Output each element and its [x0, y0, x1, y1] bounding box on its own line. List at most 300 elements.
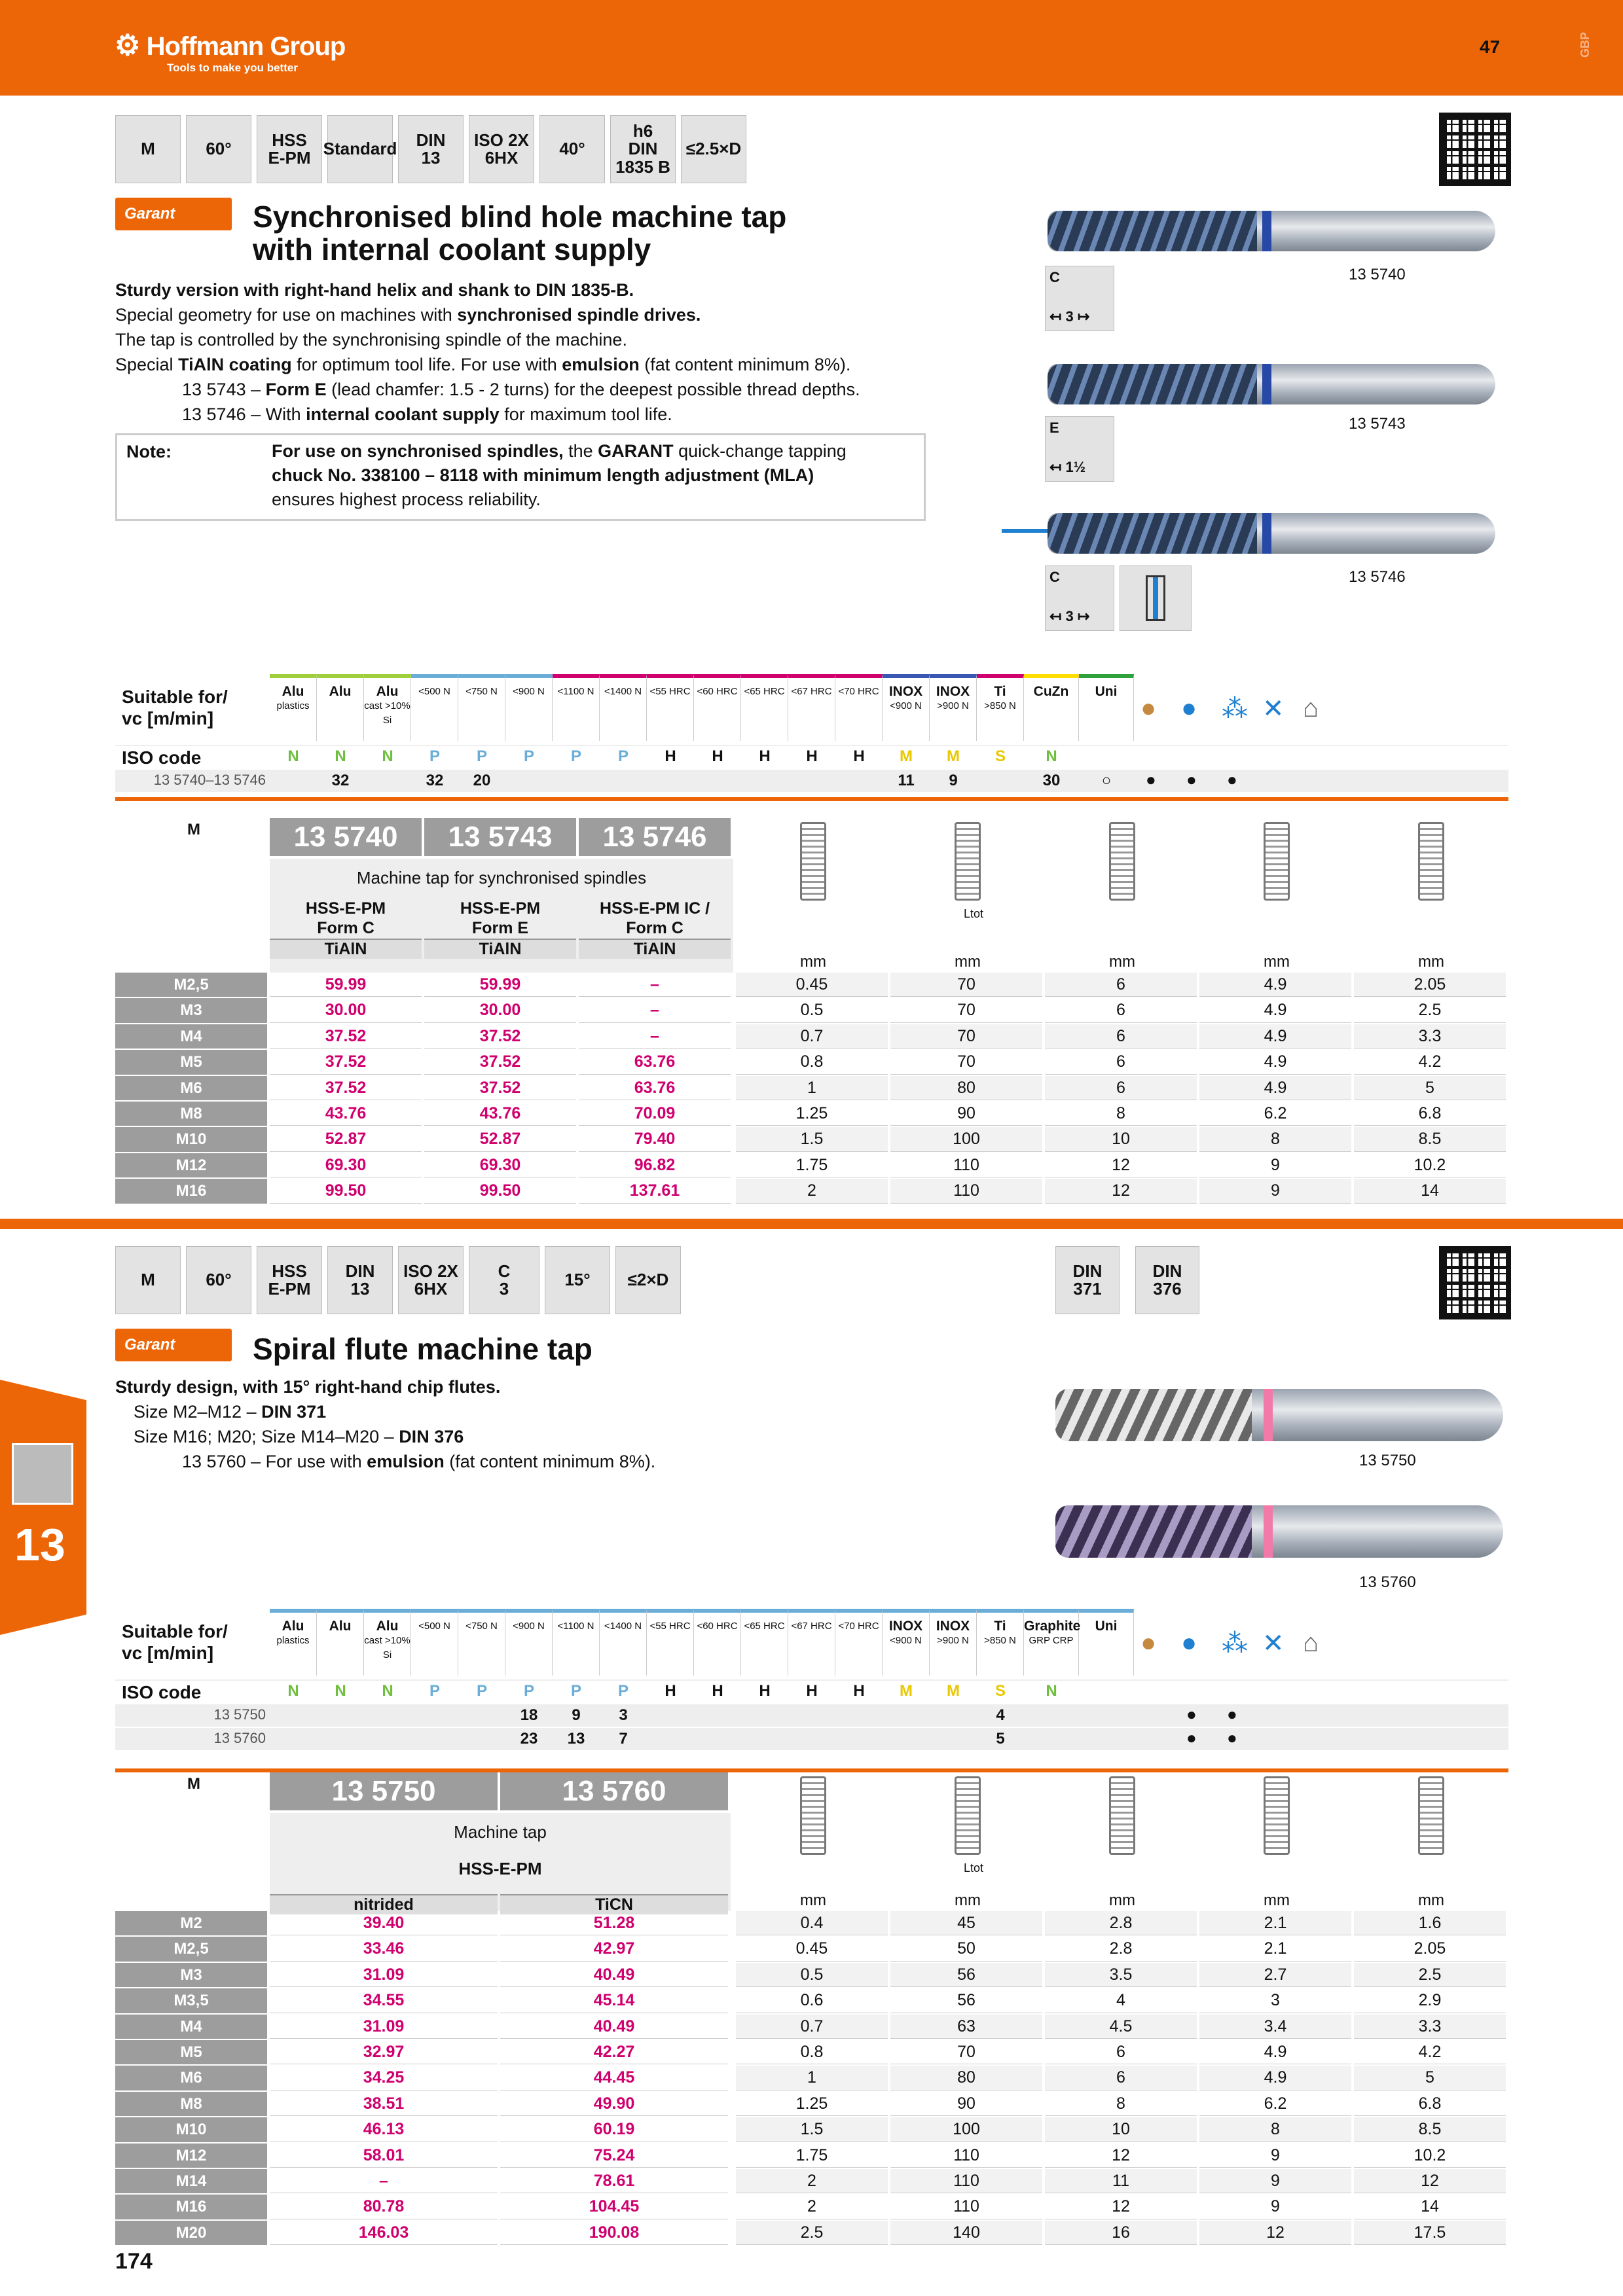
material-sub: <70 HRC	[838, 1621, 879, 1632]
material-col-13	[835, 674, 883, 741]
tool-thread	[1048, 364, 1257, 404]
spec-value: 90	[890, 1102, 1042, 1126]
vc-value: 4	[996, 1706, 1005, 1724]
din-376-badge: DIN 376	[1135, 1246, 1199, 1314]
price: 44.45	[500, 2066, 728, 2090]
material-col-14	[883, 1609, 930, 1676]
thread-size: M3	[115, 998, 267, 1022]
material-name: Alu	[376, 1619, 399, 1634]
article-code: 13 5740	[293, 821, 398, 853]
chamfer-form-c-icon: C ↤ 3 ↦	[1045, 266, 1114, 331]
product-description-1: Sturdy version with right-hand helix and shank to DIN 1835-B. Special geometry for use on machines with synchronised spindle drives. The tap is controlled by the synchronising spindle of the machine. Special TiAlN coating for optimum tool life. For use with emulsion (fat content minimum 8%). 13 5743 – Form E (lead chamfer: 1.5 - 2 turns) for the deepest possible thread depths. 13 5746 – With internal coolant supply for maximum tool life.	[115, 280, 860, 424]
iso-label: ISO code	[122, 1682, 202, 1702]
price: 104.45	[500, 2195, 728, 2219]
iso-code: H	[712, 1682, 723, 1700]
coolant-dot: ●	[1186, 1704, 1197, 1724]
material-col-2	[317, 1609, 364, 1676]
symbol-top: h6	[632, 121, 653, 141]
thread-size: M5	[115, 2040, 267, 2064]
internal-coolant-icon	[1120, 565, 1192, 631]
material-col-5	[458, 674, 505, 741]
symbol-top: DIN	[345, 1261, 375, 1281]
region-label: GBP	[1578, 31, 1592, 58]
drill-diameter-diagram	[1418, 822, 1444, 901]
symbol-8	[610, 115, 676, 183]
price: 63.76	[579, 1076, 731, 1100]
symbol-top: Standard	[323, 139, 397, 159]
iso-code: P	[476, 747, 487, 765]
symbol-4	[327, 1246, 393, 1314]
spec-value: 9	[1199, 2195, 1351, 2219]
price: 30.00	[270, 998, 422, 1022]
thread-size: M16	[115, 2195, 267, 2219]
symbol-bottom: E-PM	[268, 1279, 311, 1299]
symbol-2	[186, 1246, 251, 1314]
material-sub: <1100 N	[557, 1621, 594, 1632]
thread-size: M16	[115, 1179, 267, 1203]
thread-size: M4	[115, 2015, 267, 2039]
suit-row-label: 13 5760	[213, 1730, 266, 1746]
price: 37.52	[270, 1076, 422, 1100]
price: 99.50	[424, 1179, 576, 1203]
symbol-1	[115, 115, 181, 183]
spec-value: 2.5	[1354, 1963, 1506, 1987]
note-label: Note:	[126, 442, 172, 461]
material-col-12	[788, 1609, 835, 1676]
spec-value: 1.25	[736, 2092, 888, 2116]
material-col-10	[694, 674, 741, 741]
spec-value: 1	[736, 2066, 888, 2090]
price: 63.76	[579, 1050, 731, 1074]
symbol-top: DIN	[416, 130, 446, 150]
symbol-2	[186, 115, 251, 183]
thread-label: M	[187, 1775, 200, 1793]
spec-value: 2.05	[1354, 973, 1506, 997]
coolant-arrow-icon	[1002, 529, 1048, 533]
symbol-5	[398, 115, 464, 183]
symbol-5	[398, 1246, 464, 1314]
material: HSS-E-PM	[458, 1859, 542, 1878]
material-col-16	[977, 1609, 1024, 1676]
price: 37.52	[270, 1024, 422, 1049]
unit: mm	[1264, 953, 1290, 971]
symbol-bottom: 13	[350, 1279, 370, 1299]
price: 60.19	[500, 2117, 728, 2142]
material-sub: <55 HRC	[649, 1621, 691, 1632]
overall-length-diagram	[955, 822, 981, 901]
unit: mm	[1109, 953, 1135, 971]
tool-ring	[1262, 513, 1271, 554]
spec-value: 6.2	[1199, 1102, 1351, 1126]
symbol-7	[539, 115, 605, 183]
spec-value: 5	[1354, 1076, 1506, 1100]
spec-value: 3.3	[1354, 1024, 1506, 1049]
material-name: CuZn	[1033, 684, 1069, 699]
thread-size: M10	[115, 1127, 267, 1151]
spec-value: 1.75	[736, 2144, 888, 2168]
thread-size: M10	[115, 2117, 267, 2142]
material-name: Ti	[994, 1619, 1006, 1634]
spec-value: 80	[890, 2066, 1042, 2090]
drill-diameter-diagram	[1418, 1776, 1444, 1855]
symbol-top: 15°	[564, 1270, 591, 1290]
material-sub: <900 N	[890, 700, 922, 711]
material-col-15	[930, 674, 977, 741]
qr-code-icon	[1439, 1246, 1511, 1319]
cutting-icon: ⌂	[1303, 694, 1319, 723]
vc-label: vc [m/min]	[122, 1643, 214, 1663]
tool-label-1: 13 5740	[1349, 266, 1406, 283]
footer-page-number: 174	[115, 2249, 153, 2274]
oil-drop-icon: ●	[1140, 1628, 1157, 1657]
iso-code: N	[287, 747, 299, 765]
spec-value: 9	[1199, 2144, 1351, 2168]
spec-value: 5	[1354, 2066, 1506, 2090]
spec-value: 4.5	[1045, 2015, 1197, 2039]
note-text: For use on synchronised spindles, the GARANT quick-change tapping chuck No. 338100 – 8118 with minimum length adjustment (MLA) ensures highest process reliability.	[272, 441, 847, 509]
spec-value: 0.4	[736, 1911, 888, 1935]
symbol-top: M	[141, 139, 155, 159]
symbol-bottom: 3	[499, 1279, 509, 1299]
material-col-18	[1079, 674, 1134, 741]
ltot-label: Ltot	[964, 907, 984, 920]
product-title-2: Spiral flute machine tap	[253, 1332, 593, 1366]
material-sub: <900 N	[890, 1635, 922, 1646]
thread-size: M6	[115, 2066, 267, 2090]
spec-value: 6	[1045, 1076, 1197, 1100]
article-code: 13 5743	[448, 821, 553, 853]
price: 46.13	[270, 2117, 498, 2142]
coolant-dot: ●	[1227, 770, 1237, 789]
price: 37.52	[424, 1076, 576, 1100]
material-sub: plastics	[276, 700, 310, 711]
price: 37.52	[270, 1050, 422, 1074]
spec-value: 2.8	[1045, 1937, 1197, 1961]
price: 69.30	[424, 1153, 576, 1177]
price: 32.97	[270, 2040, 498, 2064]
spec-value: 1.5	[736, 2117, 888, 2142]
thread-size: M12	[115, 2144, 267, 2168]
article-code-2	[500, 1772, 728, 1810]
price: 96.82	[579, 1153, 731, 1177]
thread-size: M3	[115, 1963, 267, 1987]
vc-value: 23	[520, 1730, 538, 1748]
unit: mm	[1418, 1892, 1444, 1909]
material-name: Alu	[329, 684, 352, 699]
material-col-17	[1024, 674, 1079, 741]
coolant-dot: ●	[1227, 1704, 1237, 1724]
symbol-top: ≤2.5×D	[685, 139, 742, 159]
spec-value: 110	[890, 2195, 1042, 2219]
material-col-6	[505, 674, 553, 741]
spec-value: 100	[890, 2117, 1042, 2142]
thread-label: M	[187, 821, 200, 838]
price: 51.28	[500, 1911, 728, 1935]
spec-value: 0.6	[736, 1988, 888, 2013]
unit: mm	[955, 953, 981, 971]
iso-code: P	[476, 1682, 487, 1700]
spec-value: 4.9	[1199, 1076, 1351, 1100]
thread-size: M12	[115, 1153, 267, 1177]
price: 42.27	[500, 2040, 728, 2064]
material-sub: <55 HRC	[649, 686, 691, 697]
material-col-3	[364, 674, 411, 741]
material-col-4	[411, 674, 458, 741]
oil-drop-icon: ●	[1140, 694, 1157, 723]
material-col-8	[600, 1609, 647, 1676]
material-col-4	[411, 1609, 458, 1676]
square-diagram	[1264, 822, 1290, 901]
tap-type-l1: HSS-E-PM IC /	[599, 899, 710, 918]
tool-thread	[1055, 1389, 1252, 1441]
spec-value: 4.2	[1354, 1050, 1506, 1074]
spec-value: 2.5	[1354, 998, 1506, 1022]
material-name: INOX	[936, 684, 970, 699]
spec-value: 8	[1199, 2117, 1351, 2142]
iso-code: H	[806, 1682, 818, 1700]
tap-type-l2: Form E	[471, 919, 529, 937]
spec-value: 4.2	[1354, 2040, 1506, 2064]
material-sub: <750 N	[465, 686, 498, 697]
article-code: 13 5760	[562, 1775, 666, 1807]
iso-code: N	[1046, 1682, 1057, 1700]
thread-size: M20	[115, 2221, 267, 2245]
price: 75.24	[500, 2144, 728, 2168]
spec-value: 50	[890, 1937, 1042, 1961]
spec-value: 14	[1354, 2195, 1506, 2219]
material-sub: >850 N	[984, 700, 1016, 711]
iso-code: H	[665, 1682, 676, 1700]
material-col-5	[458, 1609, 505, 1676]
tap-type-l3: TiAlN	[424, 939, 576, 959]
spec-value: 8	[1045, 1102, 1197, 1126]
material-sub: <1100 N	[557, 686, 594, 697]
thread-size: M2	[115, 1911, 267, 1935]
vc-value: 32	[426, 772, 444, 789]
thread-size: M5	[115, 1050, 267, 1074]
iso-code: M	[900, 747, 913, 765]
spec-value: 17.5	[1354, 2221, 1506, 2245]
vc-value: 9	[949, 772, 958, 789]
material-sub: GRP CRP	[1029, 1635, 1074, 1646]
price: 34.55	[270, 1988, 498, 2013]
price: 43.76	[270, 1102, 422, 1126]
iso-code: P	[617, 1682, 629, 1700]
symbol-top: HSS	[272, 130, 307, 150]
spec-value: 110	[890, 2144, 1042, 2168]
tool-label-4: 13 5750	[1359, 1452, 1416, 1469]
tool-ring	[1262, 364, 1271, 404]
iso-label: ISO code	[122, 747, 202, 768]
water-drop-icon: ●	[1181, 1628, 1197, 1657]
iso-code: P	[523, 1682, 534, 1700]
thread-size: M2,5	[115, 973, 267, 997]
water-drop-icon: ●	[1181, 694, 1197, 723]
tap-type-l3: TiAlN	[579, 939, 731, 959]
material-name: INOX	[888, 1619, 923, 1634]
symbol-top: 60°	[206, 139, 232, 159]
description: Machine tap	[454, 1822, 547, 1842]
tool-thread	[1048, 513, 1257, 554]
unit: mm	[800, 953, 826, 971]
symbol-top: ≤2×D	[627, 1270, 669, 1290]
thread-size: M8	[115, 2092, 267, 2116]
thread-size: M3,5	[115, 1988, 267, 2013]
spec-value: 10.2	[1354, 1153, 1506, 1177]
brand-tagline: Tools to make you better	[167, 62, 298, 74]
spec-value: 3.4	[1199, 2015, 1351, 2039]
material-col-11	[741, 674, 788, 741]
vc-label: vc [m/min]	[122, 708, 214, 728]
spec-value: 140	[890, 2221, 1042, 2245]
price: 59.99	[270, 973, 422, 997]
material-col-9	[647, 674, 694, 741]
section-divider	[0, 1219, 1623, 1229]
material-name: Alu	[329, 1619, 352, 1634]
material-col-12	[788, 674, 835, 741]
spec-value: 4	[1045, 1988, 1197, 2013]
spec-value: 1.6	[1354, 1911, 1506, 1935]
material-name: INOX	[936, 1619, 970, 1634]
material-col-13	[835, 1609, 883, 1676]
material-name: Alu	[376, 684, 399, 699]
iso-code: M	[947, 1682, 960, 1700]
tool-ring	[1264, 1389, 1273, 1441]
spec-value: 1	[736, 1076, 888, 1100]
symbol-top: HSS	[272, 1261, 307, 1281]
tool-label-2: 13 5743	[1349, 415, 1406, 433]
thread-size: M8	[115, 1102, 267, 1126]
material-col-11	[741, 1609, 788, 1676]
qr-code-icon	[1439, 113, 1511, 186]
iso-code: P	[570, 1682, 581, 1700]
spec-value: 1.5	[736, 1127, 888, 1151]
material-col-6	[505, 1609, 553, 1676]
symbol-bottom: E-PM	[268, 148, 311, 168]
dry-icon: ✕	[1262, 694, 1285, 723]
material-col-7	[553, 674, 600, 741]
iso-code: M	[900, 1682, 913, 1700]
material-name: Uni	[1095, 1619, 1118, 1634]
spec-value: 2	[736, 2195, 888, 2219]
chapter-number: 13	[14, 1519, 65, 1570]
iso-code: H	[665, 747, 676, 765]
spec-value: 110	[890, 2169, 1042, 2193]
unit: mm	[955, 1892, 981, 1909]
spec-value: 6	[1045, 1024, 1197, 1049]
dry-icon: ✕	[1262, 1629, 1285, 1658]
tap-type-l2: Form C	[626, 919, 684, 937]
material-name: Graphite	[1024, 1619, 1081, 1634]
symbol-3	[257, 115, 322, 183]
spec-value: 12	[1045, 1179, 1197, 1203]
spec-value: 2.05	[1354, 1937, 1506, 1961]
brand-logo: ⚙ Hoffmann Group	[115, 29, 346, 62]
spec-value: 1.25	[736, 1102, 888, 1126]
spec-value: 2	[736, 1179, 888, 1203]
price: 190.08	[500, 2221, 728, 2245]
iso-code: H	[712, 747, 723, 765]
material-col-3	[364, 1609, 411, 1676]
article-code-2	[424, 818, 576, 856]
pitch-diagram	[800, 822, 826, 901]
spec-value: 70	[890, 2040, 1042, 2064]
coolant-dot: ●	[1186, 1728, 1197, 1748]
catalog-page-number: 47	[1480, 37, 1501, 57]
unit: mm	[1109, 1892, 1135, 1909]
iso-code: N	[335, 747, 346, 765]
spec-value: 56	[890, 1988, 1042, 2013]
price: 78.61	[500, 2169, 728, 2193]
price: 99.50	[270, 1179, 422, 1203]
vc-value: ○	[1101, 772, 1112, 789]
overall-length-diagram	[955, 1776, 981, 1855]
suitable-label: Suitable for/	[122, 1621, 228, 1641]
article-code-3	[579, 818, 731, 856]
garant-badge: Garant	[115, 1329, 232, 1361]
price: 58.01	[270, 2144, 498, 2168]
price: 69.30	[270, 1153, 422, 1177]
spec-value: 3.5	[1045, 1963, 1197, 1987]
spec-value: 110	[890, 1179, 1042, 1203]
material-sub: <65 HRC	[744, 1621, 785, 1632]
unit: mm	[1418, 953, 1444, 971]
material-col-7	[553, 1609, 600, 1676]
spec-value: 3.3	[1354, 2015, 1506, 2039]
price: 34.25	[270, 2066, 498, 2090]
spec-value: 8.5	[1354, 1127, 1506, 1151]
vc-value: 20	[473, 772, 491, 789]
spec-value: 0.45	[736, 973, 888, 997]
spec-value: 8.5	[1354, 2117, 1506, 2142]
symbol-4	[323, 115, 397, 183]
iso-code: S	[994, 747, 1006, 765]
spec-value: 0.8	[736, 2040, 888, 2064]
article-code-1	[270, 1772, 498, 1810]
material-sub: <65 HRC	[744, 686, 785, 697]
spec-value: 10	[1045, 1127, 1197, 1151]
price: 137.61	[579, 1179, 731, 1203]
product-description-2: Sturdy design, with 15° right-hand chip flutes. Size M2–M12 – DIN 371 Size M16; M20; Size M14–M20 – DIN 376 13 5760 – For use with emulsion (fat content minimum 8%).	[115, 1377, 656, 1471]
spec-value: 4.9	[1199, 998, 1351, 1022]
chamfer-form-c-icon: C ↤ 3 ↦	[1045, 565, 1114, 631]
unit: mm	[1264, 1892, 1290, 1909]
material-col-1	[270, 1609, 317, 1676]
symbol-top: 60°	[206, 1270, 232, 1290]
material-sub: cast >10% Si	[364, 1635, 410, 1660]
symbol-top: M	[141, 1270, 155, 1290]
material-name: Alu	[282, 1619, 304, 1634]
iso-code: N	[382, 747, 393, 765]
iso-code: S	[994, 1682, 1006, 1700]
spec-value: 1.75	[736, 1153, 888, 1177]
cutting-icon: ⌂	[1303, 1628, 1319, 1657]
price: 33.46	[270, 1937, 498, 1961]
symbol-6	[469, 115, 534, 183]
material-col-18	[1079, 1609, 1134, 1676]
price: 31.09	[270, 2015, 498, 2039]
spec-value: 9	[1199, 1153, 1351, 1177]
coolant-dot: ●	[1227, 1728, 1237, 1748]
symbol-9	[681, 115, 746, 183]
symbol-6	[469, 1246, 539, 1314]
product-title-1: Synchronised blind hole machine tap with internal coolant supply	[253, 200, 787, 266]
symbol-3	[257, 1246, 322, 1314]
iso-code: N	[335, 1682, 346, 1700]
material-sub: <500 N	[418, 1621, 450, 1632]
shank-diameter-diagram	[1109, 822, 1135, 901]
iso-code: P	[429, 747, 440, 765]
